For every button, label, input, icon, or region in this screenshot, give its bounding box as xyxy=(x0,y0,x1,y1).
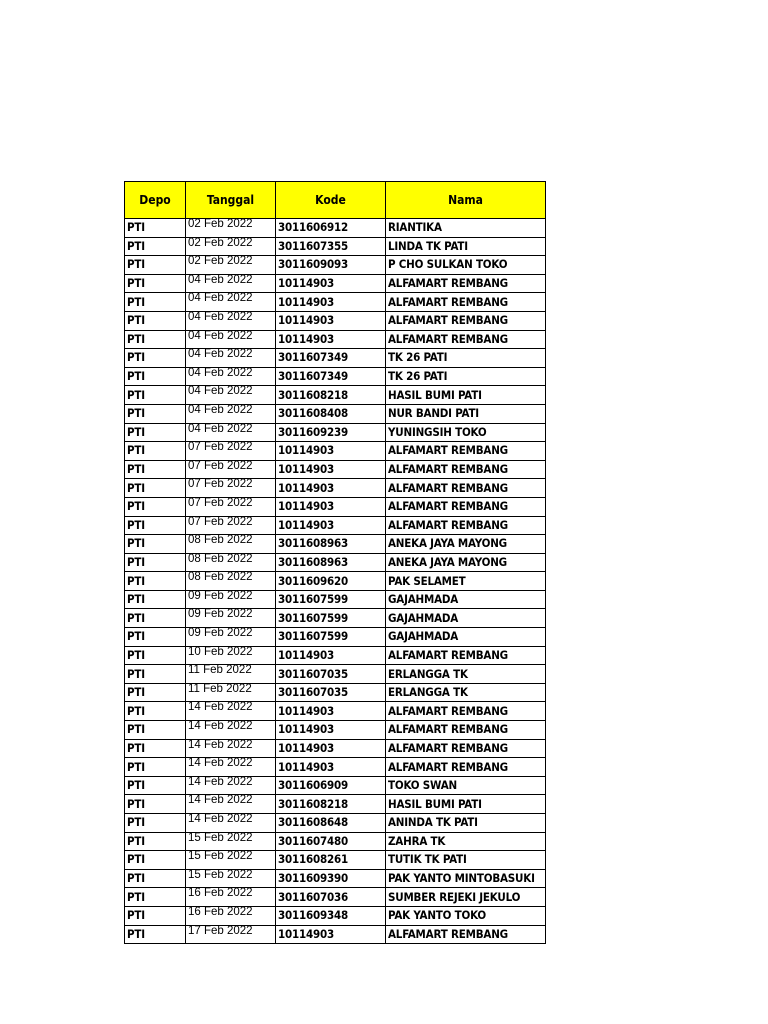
header-depo: Depo xyxy=(125,182,186,219)
table-row xyxy=(125,590,546,609)
nama-cell: ANEKA JAYA MAYONG xyxy=(386,553,546,572)
kode-cell: 10114903 xyxy=(276,721,386,740)
tanggal-cell: 08 Feb 2022 xyxy=(186,553,276,572)
depo-cell: PTI xyxy=(125,665,186,684)
table-row xyxy=(125,256,546,275)
tanggal-cell: 15 Feb 2022 xyxy=(186,851,276,870)
tanggal-cell: 04 Feb 2022 xyxy=(186,404,276,423)
tanggal-cell: 04 Feb 2022 xyxy=(186,293,276,312)
nama-cell: ALFAMART REMBANG xyxy=(386,293,546,312)
table-row xyxy=(125,851,546,870)
depo-cell: PTI xyxy=(125,460,186,479)
table-row xyxy=(125,219,546,238)
depo-cell: PTI xyxy=(125,721,186,740)
nama-cell: ALFAMART REMBANG xyxy=(386,330,546,349)
tanggal-cell: 14 Feb 2022 xyxy=(186,758,276,777)
table-row xyxy=(125,869,546,888)
tanggal-cell: 14 Feb 2022 xyxy=(186,721,276,740)
depo-cell: PTI xyxy=(125,646,186,665)
nama-cell: ALFAMART REMBANG xyxy=(386,702,546,721)
tanggal-cell: 04 Feb 2022 xyxy=(186,386,276,405)
table-row xyxy=(125,795,546,814)
nama-cell: GAJAHMADA xyxy=(386,609,546,628)
kode-cell: 10114903 xyxy=(276,497,386,516)
header-tanggal: Tanggal xyxy=(186,182,276,219)
table-row xyxy=(125,367,546,386)
header-row xyxy=(125,182,546,219)
header-nama: Nama xyxy=(386,182,546,219)
depo-cell: PTI xyxy=(125,683,186,702)
depo-cell: PTI xyxy=(125,497,186,516)
kode-cell: 10114903 xyxy=(276,293,386,312)
nama-cell: GAJAHMADA xyxy=(386,628,546,647)
nama-cell: ANINDA TK PATI xyxy=(386,814,546,833)
kode-cell: 10114903 xyxy=(276,330,386,349)
nama-cell: HASIL BUMI PATI xyxy=(386,386,546,405)
depo-cell: PTI xyxy=(125,776,186,795)
table-row xyxy=(125,683,546,702)
tanggal-cell: 09 Feb 2022 xyxy=(186,590,276,609)
table-row xyxy=(125,646,546,665)
depo-cell: PTI xyxy=(125,404,186,423)
kode-cell: 3011607480 xyxy=(276,832,386,851)
table-row xyxy=(125,814,546,833)
nama-cell: ANEKA JAYA MAYONG xyxy=(386,535,546,554)
table-row xyxy=(125,293,546,312)
nama-cell: ALFAMART REMBANG xyxy=(386,925,546,944)
tanggal-cell: 09 Feb 2022 xyxy=(186,628,276,647)
nama-cell: ALFAMART REMBANG xyxy=(386,497,546,516)
tanggal-cell: 11 Feb 2022 xyxy=(186,665,276,684)
depo-cell: PTI xyxy=(125,851,186,870)
nama-cell: YUNINGSIH TOKO xyxy=(386,423,546,442)
nama-cell: GAJAHMADA xyxy=(386,590,546,609)
depo-cell: PTI xyxy=(125,274,186,293)
nama-cell: ALFAMART REMBANG xyxy=(386,516,546,535)
depo-cell: PTI xyxy=(125,609,186,628)
table-row xyxy=(125,906,546,925)
table-row xyxy=(125,349,546,368)
depo-cell: PTI xyxy=(125,516,186,535)
kode-cell: 3011609239 xyxy=(276,423,386,442)
table-row xyxy=(125,330,546,349)
depo-cell: PTI xyxy=(125,814,186,833)
nama-cell: TK 26 PATI xyxy=(386,367,546,386)
nama-cell: P CHO SULKAN TOKO xyxy=(386,256,546,275)
depo-cell: PTI xyxy=(125,553,186,572)
spreadsheet-sheet xyxy=(124,181,546,944)
depo-cell: PTI xyxy=(125,832,186,851)
tanggal-cell: 15 Feb 2022 xyxy=(186,832,276,851)
depo-cell: PTI xyxy=(125,572,186,591)
tanggal-cell: 04 Feb 2022 xyxy=(186,423,276,442)
nama-cell: PAK YANTO MINTOBASUKI xyxy=(386,869,546,888)
depo-cell: PTI xyxy=(125,330,186,349)
tanggal-cell: 07 Feb 2022 xyxy=(186,479,276,498)
kode-cell: 3011606912 xyxy=(276,219,386,238)
table-body xyxy=(125,219,546,944)
table-row xyxy=(125,702,546,721)
tanggal-cell: 08 Feb 2022 xyxy=(186,572,276,591)
table-row xyxy=(125,721,546,740)
nama-cell: ZAHRA TK xyxy=(386,832,546,851)
kode-cell: 3011607035 xyxy=(276,665,386,684)
depo-cell: PTI xyxy=(125,535,186,554)
tanggal-cell: 14 Feb 2022 xyxy=(186,702,276,721)
tanggal-cell: 02 Feb 2022 xyxy=(186,256,276,275)
kode-cell: 3011607349 xyxy=(276,367,386,386)
header-kode: Kode xyxy=(276,182,386,219)
depo-cell: PTI xyxy=(125,386,186,405)
nama-cell: SUMBER REJEKI JEKULO xyxy=(386,888,546,907)
table-row xyxy=(125,925,546,944)
kode-cell: 3011609390 xyxy=(276,869,386,888)
tanggal-cell: 07 Feb 2022 xyxy=(186,516,276,535)
kode-cell: 3011607599 xyxy=(276,609,386,628)
tanggal-cell: 04 Feb 2022 xyxy=(186,311,276,330)
depo-cell: PTI xyxy=(125,349,186,368)
kode-cell: 10114903 xyxy=(276,702,386,721)
nama-cell: TUTIK TK PATI xyxy=(386,851,546,870)
tanggal-cell: 04 Feb 2022 xyxy=(186,274,276,293)
kode-cell: 10114903 xyxy=(276,442,386,461)
kode-cell: 3011607035 xyxy=(276,683,386,702)
tanggal-cell: 14 Feb 2022 xyxy=(186,776,276,795)
kode-cell: 3011607599 xyxy=(276,628,386,647)
tanggal-cell: 04 Feb 2022 xyxy=(186,349,276,368)
kode-cell: 3011607355 xyxy=(276,237,386,256)
depo-cell: PTI xyxy=(125,293,186,312)
kode-cell: 3011608261 xyxy=(276,851,386,870)
depo-cell: PTI xyxy=(125,925,186,944)
tanggal-cell: 16 Feb 2022 xyxy=(186,888,276,907)
depo-cell: PTI xyxy=(125,219,186,238)
nama-cell: ERLANGGA TK xyxy=(386,683,546,702)
table-row xyxy=(125,423,546,442)
depo-cell: PTI xyxy=(125,442,186,461)
table-row xyxy=(125,516,546,535)
kode-cell: 3011608218 xyxy=(276,386,386,405)
tanggal-cell: 02 Feb 2022 xyxy=(186,237,276,256)
table-row xyxy=(125,311,546,330)
kode-cell: 10114903 xyxy=(276,460,386,479)
depo-cell: PTI xyxy=(125,795,186,814)
nama-cell: LINDA TK PATI xyxy=(386,237,546,256)
tanggal-cell: 07 Feb 2022 xyxy=(186,497,276,516)
kode-cell: 3011607349 xyxy=(276,349,386,368)
kode-cell: 3011606909 xyxy=(276,776,386,795)
kode-cell: 3011609093 xyxy=(276,256,386,275)
depo-cell: PTI xyxy=(125,367,186,386)
kode-cell: 10114903 xyxy=(276,479,386,498)
depo-cell: PTI xyxy=(125,869,186,888)
depo-cell: PTI xyxy=(125,590,186,609)
nama-cell: HASIL BUMI PATI xyxy=(386,795,546,814)
kode-cell: 3011609620 xyxy=(276,572,386,591)
depo-cell: PTI xyxy=(125,906,186,925)
depo-cell: PTI xyxy=(125,739,186,758)
nama-cell: ALFAMART REMBANG xyxy=(386,646,546,665)
kode-cell: 3011608963 xyxy=(276,535,386,554)
kode-cell: 3011608408 xyxy=(276,404,386,423)
table-row xyxy=(125,776,546,795)
tanggal-cell: 02 Feb 2022 xyxy=(186,219,276,238)
tanggal-cell: 11 Feb 2022 xyxy=(186,683,276,702)
table-row xyxy=(125,739,546,758)
nama-cell: ALFAMART REMBANG xyxy=(386,721,546,740)
depo-cell: PTI xyxy=(125,758,186,777)
depo-cell: PTI xyxy=(125,423,186,442)
nama-cell: ALFAMART REMBANG xyxy=(386,460,546,479)
nama-cell: ALFAMART REMBANG xyxy=(386,274,546,293)
tanggal-cell: 14 Feb 2022 xyxy=(186,795,276,814)
nama-cell: ALFAMART REMBANG xyxy=(386,758,546,777)
table-row xyxy=(125,832,546,851)
kode-cell: 3011607036 xyxy=(276,888,386,907)
nama-cell: ALFAMART REMBANG xyxy=(386,311,546,330)
table-row xyxy=(125,572,546,591)
kode-cell: 10114903 xyxy=(276,925,386,944)
tanggal-cell: 07 Feb 2022 xyxy=(186,442,276,461)
kode-cell: 3011608963 xyxy=(276,553,386,572)
nama-cell: NUR BANDI PATI xyxy=(386,404,546,423)
nama-cell: TK 26 PATI xyxy=(386,349,546,368)
tanggal-cell: 14 Feb 2022 xyxy=(186,739,276,758)
depo-cell: PTI xyxy=(125,237,186,256)
table-row xyxy=(125,460,546,479)
delivery-table xyxy=(124,181,546,944)
tanggal-cell: 14 Feb 2022 xyxy=(186,814,276,833)
table-row xyxy=(125,479,546,498)
kode-cell: 3011607599 xyxy=(276,590,386,609)
kode-cell: 3011609348 xyxy=(276,906,386,925)
table-row xyxy=(125,237,546,256)
tanggal-cell: 09 Feb 2022 xyxy=(186,609,276,628)
kode-cell: 10114903 xyxy=(276,274,386,293)
table-row xyxy=(125,758,546,777)
tanggal-cell: 08 Feb 2022 xyxy=(186,535,276,554)
table-row xyxy=(125,274,546,293)
nama-cell: ALFAMART REMBANG xyxy=(386,442,546,461)
tanggal-cell: 16 Feb 2022 xyxy=(186,906,276,925)
kode-cell: 10114903 xyxy=(276,516,386,535)
table-row xyxy=(125,535,546,554)
table-row xyxy=(125,442,546,461)
tanggal-cell: 07 Feb 2022 xyxy=(186,460,276,479)
kode-cell: 3011608218 xyxy=(276,795,386,814)
nama-cell: RIANTIKA xyxy=(386,219,546,238)
table-row xyxy=(125,628,546,647)
kode-cell: 10114903 xyxy=(276,646,386,665)
table-row xyxy=(125,665,546,684)
table-row xyxy=(125,404,546,423)
depo-cell: PTI xyxy=(125,888,186,907)
depo-cell: PTI xyxy=(125,702,186,721)
tanggal-cell: 10 Feb 2022 xyxy=(186,646,276,665)
nama-cell: PAK YANTO TOKO xyxy=(386,906,546,925)
kode-cell: 10114903 xyxy=(276,739,386,758)
nama-cell: ERLANGGA TK xyxy=(386,665,546,684)
kode-cell: 10114903 xyxy=(276,311,386,330)
depo-cell: PTI xyxy=(125,256,186,275)
table-row xyxy=(125,553,546,572)
depo-cell: PTI xyxy=(125,479,186,498)
table-row xyxy=(125,888,546,907)
kode-cell: 3011608648 xyxy=(276,814,386,833)
tanggal-cell: 17 Feb 2022 xyxy=(186,925,276,944)
nama-cell: TOKO SWAN xyxy=(386,776,546,795)
tanggal-cell: 15 Feb 2022 xyxy=(186,869,276,888)
nama-cell: ALFAMART REMBANG xyxy=(386,739,546,758)
tanggal-cell: 04 Feb 2022 xyxy=(186,367,276,386)
nama-cell: PAK SELAMET xyxy=(386,572,546,591)
table-row xyxy=(125,497,546,516)
depo-cell: PTI xyxy=(125,628,186,647)
kode-cell: 10114903 xyxy=(276,758,386,777)
table-row xyxy=(125,609,546,628)
tanggal-cell: 04 Feb 2022 xyxy=(186,330,276,349)
nama-cell: ALFAMART REMBANG xyxy=(386,479,546,498)
table-row xyxy=(125,386,546,405)
depo-cell: PTI xyxy=(125,311,186,330)
